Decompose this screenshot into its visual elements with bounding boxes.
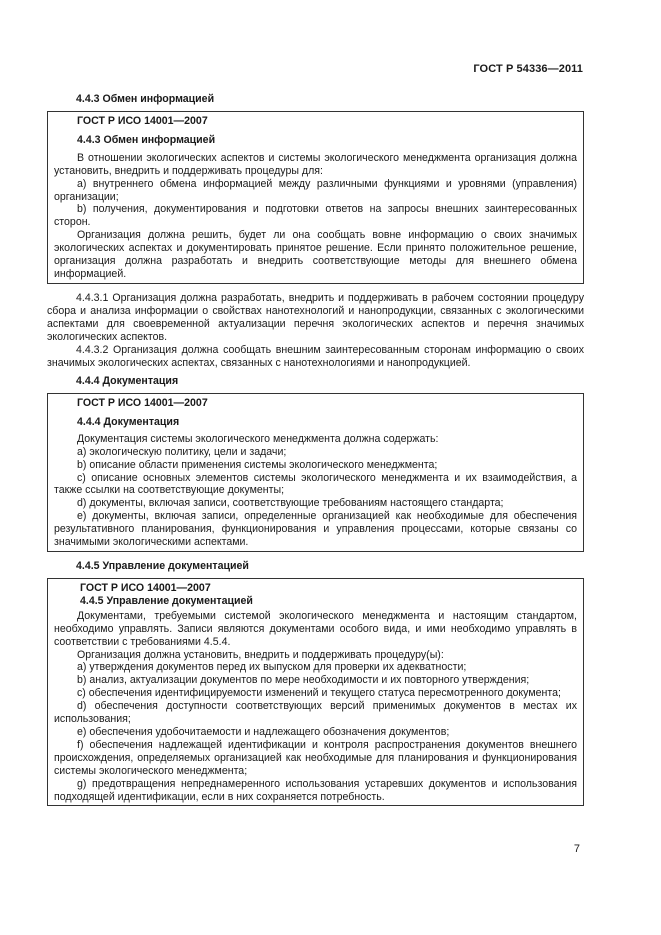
quote-reference: ГОСТ Р ИСО 14001—2007 bbox=[80, 582, 211, 594]
list-item: c) обеспечения идентифицируемости изменений и текущего статуса пересмотренного документа; bbox=[77, 687, 561, 700]
list-item: e) документы, включая записи, определенные организацией как необходимые для обеспечения результативного планирования, функционирования и управления процессами, которые связаны со значимыми экологическими аспектами. bbox=[54, 510, 577, 549]
section-heading: 4.4.3 Обмен информацией bbox=[76, 93, 215, 105]
section-4-4-4-heading-block bbox=[47, 375, 584, 388]
list-item: e) обеспечения удобочитаемости и надлежащего обозначения документов; bbox=[77, 725, 450, 738]
section-4-4-5-heading-block bbox=[47, 560, 584, 573]
list-item: a) внутреннего обмена информацией между различными функциями и уровнями (управления) организации; bbox=[54, 177, 577, 203]
quote-paragraph: Документация системы экологического менеджмента должна содержать: bbox=[77, 432, 439, 445]
paragraph-4-4-3-2: 4.4.3.2 Организация должна сообщать внешним заинтересованным сторонам информацию о своих значимых экологических аспектах, связанных с нанотехнологиями и нанопродукцией. bbox=[47, 343, 584, 369]
list-item: a) утверждения документов перед их выпуском для проверки их адекватности; bbox=[77, 661, 467, 674]
quote-reference: ГОСТ Р ИСО 14001—2007 bbox=[77, 115, 208, 127]
list-item: d) обеспечения доступности соответствующих версий применимых документов в местах их использования; bbox=[54, 700, 577, 726]
list-item: c) описание основных элементов системы экологического менеджмента и их взаимодействия, а также ссылки на соответствующие документы; bbox=[54, 471, 577, 497]
quote-box-4-4-5 bbox=[47, 578, 584, 806]
quote-paragraph: В отношении экологических аспектов и системы экологического менеджмента организация должна установить, внедрить и поддерживать процедуры для: bbox=[54, 151, 577, 177]
section-4-4-3-heading-block bbox=[47, 93, 584, 106]
quote-box-4-4-3 bbox=[47, 111, 584, 284]
list-item: b) получения, документирования и подготовки ответов на запросы внешних заинтересованных сторон. bbox=[54, 203, 577, 229]
page-number: 7 bbox=[573, 843, 580, 855]
quote-paragraph: Организация должна решить, будет ли она сообщать вовне информацию о своих значимых экологических аспектах и документировать принятое решение. Если принято положительное решение, организация должна разработать и внедрить соответствующие методы для внешнего обмена информацией. bbox=[54, 229, 577, 280]
list-item: d) документы, включая записи, соответствующие требованиям настоящего стандарта; bbox=[77, 497, 504, 510]
quote-paragraph: Документами, требуемыми системой экологического менеджмента и настоящим стандартом, необходимо управлять. Записи являются документами особого вида, и ими необходимо управлять в соответствии с требованиями 4.5.4. bbox=[54, 609, 577, 648]
quote-paragraph: Организация должна установить, внедрить и поддерживать процедуру(ы): bbox=[77, 648, 444, 661]
quote-heading: 4.4.3 Обмен информацией bbox=[77, 133, 216, 146]
quote-reference: ГОСТ Р ИСО 14001—2007 bbox=[77, 397, 208, 409]
paragraph-4-4-3-1: 4.4.3.1 Организация должна разработать, внедрить и поддерживать в рабочем состоянии процедуру сбора и анализа информации о свойствах нанотехнологий и нанопродукции, связанных с экологическими аспектами для своевременной актуализации перечня экологических аспектов и перечня значимых экологических аспектов. bbox=[47, 292, 584, 343]
list-item: b) описание области применения системы экологического менеджмента; bbox=[77, 458, 438, 471]
section-heading: 4.4.5 Управление документацией bbox=[76, 560, 249, 572]
document-header: ГОСТ Р 54336—2011 bbox=[473, 63, 583, 75]
quote-heading: 4.4.5 Управление документацией bbox=[80, 594, 253, 607]
quote-box-4-4-4 bbox=[47, 393, 584, 552]
quote-heading: 4.4.4 Документация bbox=[77, 415, 180, 428]
section-heading: 4.4.4 Документация bbox=[76, 375, 179, 387]
section-4-4-3-body bbox=[47, 292, 584, 369]
list-item: f) обеспечения надлежащей идентификации и контроля распространения документов внешнего происхождения, определяемых организацией как необходимые для планирования и функционирования системы экологического менеджмента; bbox=[54, 738, 577, 777]
list-item: a) экологическую политику, цели и задачи; bbox=[77, 445, 287, 458]
list-item: b) анализ, актуализации документов по мере необходимости и их повторного утверждения; bbox=[77, 674, 530, 687]
list-item: g) предотвращения непреднамеренного использования устаревших документов и использования подходящей идентификации, если в них сохраняется потребность. bbox=[54, 777, 577, 803]
